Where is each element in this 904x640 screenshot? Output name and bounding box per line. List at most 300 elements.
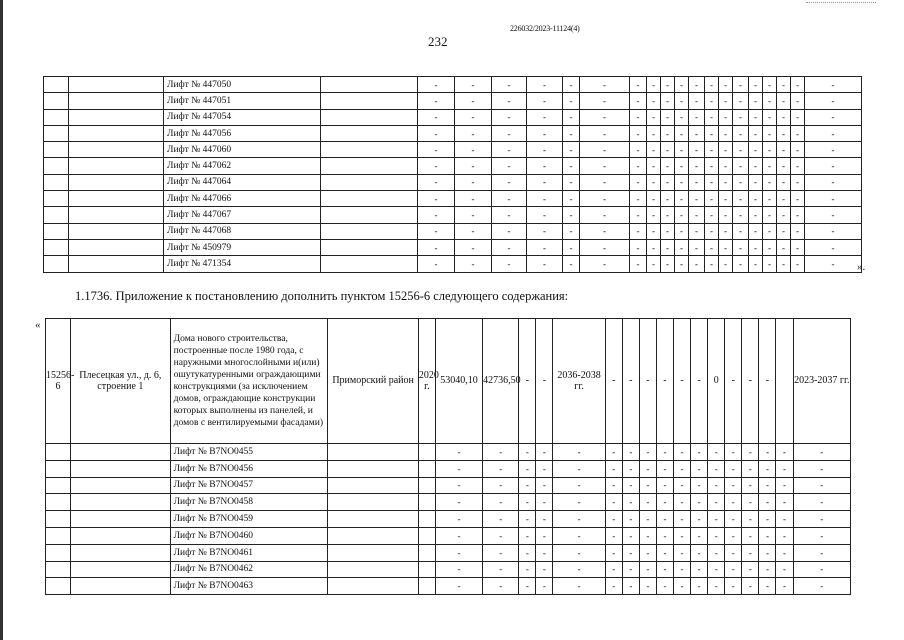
dash-cell: - xyxy=(719,158,733,174)
dash-cell: - xyxy=(455,125,492,141)
dash-cell: - xyxy=(519,319,536,444)
dash-cell: - xyxy=(749,191,763,207)
dash-cell: - xyxy=(691,544,708,561)
dash-cell: - xyxy=(580,109,630,125)
year-cell: 2020 г. xyxy=(418,319,435,444)
table-row xyxy=(44,174,862,190)
dash-cell: - xyxy=(725,527,742,544)
dash-cell: - xyxy=(674,544,691,561)
dash-cell: - xyxy=(742,319,759,444)
lift-name: Лифт № B7NO0458 xyxy=(170,494,328,511)
dash-cell: - xyxy=(675,158,689,174)
empty-cell xyxy=(321,191,418,207)
dash-cell: - xyxy=(418,239,455,255)
empty-cell xyxy=(328,477,418,494)
dash-cell: - xyxy=(563,109,580,125)
dash-cell: - xyxy=(661,239,675,255)
empty-cell xyxy=(321,174,418,190)
empty-cell xyxy=(44,223,69,239)
dash-cell: - xyxy=(418,158,455,174)
dash-cell: - xyxy=(805,93,862,109)
dash-cell: - xyxy=(675,109,689,125)
dash-cell: - xyxy=(492,191,527,207)
dash-cell: - xyxy=(776,527,793,544)
dash-cell: - xyxy=(656,477,673,494)
empty-cell xyxy=(321,125,418,141)
dash-cell: - xyxy=(691,460,708,477)
page-number: 232 xyxy=(428,34,448,49)
empty-cell xyxy=(44,191,69,207)
dash-cell: - xyxy=(742,444,759,461)
dash-cell: - xyxy=(733,93,749,109)
dash-cell: - xyxy=(777,158,791,174)
dash-cell: - xyxy=(647,174,661,190)
dash-cell: - xyxy=(605,444,622,461)
dash-cell: - xyxy=(777,223,791,239)
table-row xyxy=(46,578,851,595)
dash-cell: - xyxy=(749,207,763,223)
dash-cell: - xyxy=(791,239,805,255)
dash-cell: - xyxy=(793,578,850,595)
dash-cell: - xyxy=(742,527,759,544)
empty-cell xyxy=(71,527,170,544)
dash-cell: - xyxy=(630,223,647,239)
dash-cell: - xyxy=(805,174,862,190)
dash-cell: - xyxy=(661,109,675,125)
dash-cell: - xyxy=(777,125,791,141)
dash-cell: - xyxy=(705,77,719,93)
empty-cell xyxy=(46,527,71,544)
dash-cell: - xyxy=(647,223,661,239)
dash-cell: - xyxy=(656,319,673,444)
dash-cell: - xyxy=(455,239,492,255)
dash-cell: - xyxy=(674,319,691,444)
dash-cell: - xyxy=(776,444,793,461)
dash-cell: - xyxy=(647,109,661,125)
table-row xyxy=(44,223,862,239)
dash-cell: - xyxy=(605,460,622,477)
table-row xyxy=(46,460,851,477)
dash-cell: - xyxy=(805,142,862,158)
dash-cell: - xyxy=(622,578,639,595)
dash-cell: - xyxy=(519,494,536,511)
dash-cell: - xyxy=(483,477,519,494)
dash-cell: - xyxy=(708,578,725,595)
dash-cell: - xyxy=(733,256,749,272)
dash-cell: - xyxy=(418,174,455,190)
dash-cell: - xyxy=(733,207,749,223)
dash-cell: - xyxy=(455,207,492,223)
lift-name: Лифт № B7NO0455 xyxy=(170,444,328,461)
dash-cell: - xyxy=(805,77,862,93)
dash-cell: - xyxy=(791,207,805,223)
dash-cell: - xyxy=(580,207,630,223)
dash-cell: - xyxy=(435,460,482,477)
empty-cell xyxy=(321,256,418,272)
dash-cell: - xyxy=(527,93,563,109)
scan-edge-line xyxy=(0,0,3,640)
lift-table-continuation xyxy=(43,76,862,273)
lift-name: Лифт № 447068 xyxy=(164,223,321,239)
empty-cell xyxy=(71,477,170,494)
dash-cell: - xyxy=(759,527,776,544)
dash-cell: - xyxy=(553,544,605,561)
dash-cell: - xyxy=(418,207,455,223)
dash-cell: - xyxy=(725,460,742,477)
dash-cell: - xyxy=(563,93,580,109)
dash-cell: - xyxy=(725,561,742,578)
description-cell: Дома нового строительства, построенные после 1980 года, с наружными многослойными и(или) ошутукатуренными ограждающими конструкциями (за исключением домов, ограждающие конструкции которых выполнены из панелей, и домов с вентилируемыми фасадами) xyxy=(170,319,328,444)
dash-cell: - xyxy=(749,125,763,141)
dash-cell: - xyxy=(759,561,776,578)
dash-cell: - xyxy=(647,239,661,255)
empty-cell xyxy=(321,77,418,93)
dash-cell: - xyxy=(725,511,742,528)
dash-cell: - xyxy=(793,460,850,477)
dash-cell: - xyxy=(719,191,733,207)
dash-cell: - xyxy=(455,77,492,93)
dash-cell: - xyxy=(455,191,492,207)
dash-cell: - xyxy=(647,256,661,272)
empty-cell xyxy=(69,125,164,141)
dash-cell: - xyxy=(563,142,580,158)
empty-cell xyxy=(44,174,69,190)
dash-cell: - xyxy=(483,494,519,511)
lift-name: Лифт № B7NO0457 xyxy=(170,477,328,494)
lift-name: Лифт № 447060 xyxy=(164,142,321,158)
dash-cell: - xyxy=(742,511,759,528)
dash-cell: - xyxy=(708,544,725,561)
table-row xyxy=(44,207,862,223)
dash-cell: - xyxy=(527,207,563,223)
dash-cell: - xyxy=(759,544,776,561)
dash-cell: - xyxy=(536,460,553,477)
dash-cell: - xyxy=(630,125,647,141)
dash-cell: - xyxy=(605,319,622,444)
dash-cell: - xyxy=(733,239,749,255)
dash-cell: - xyxy=(805,223,862,239)
dash-cell: - xyxy=(418,191,455,207)
dash-cell: - xyxy=(492,125,527,141)
dash-cell: - xyxy=(661,223,675,239)
dash-cell: - xyxy=(708,494,725,511)
dash-cell: - xyxy=(791,142,805,158)
empty-cell xyxy=(418,527,435,544)
dash-cell: - xyxy=(763,207,777,223)
dash-cell: - xyxy=(519,444,536,461)
dash-cell: - xyxy=(630,239,647,255)
lift-name: Лифт № 447062 xyxy=(164,158,321,174)
dash-cell: - xyxy=(622,511,639,528)
dash-cell: - xyxy=(759,511,776,528)
dash-cell: - xyxy=(791,77,805,93)
dash-cell: - xyxy=(605,477,622,494)
dash-cell: - xyxy=(580,142,630,158)
dash-cell: - xyxy=(527,125,563,141)
dash-cell: - xyxy=(805,158,862,174)
dash-cell: - xyxy=(689,174,705,190)
dash-cell: - xyxy=(580,77,630,93)
dash-cell: - xyxy=(527,158,563,174)
dash-cell: - xyxy=(492,77,527,93)
dash-cell: - xyxy=(725,319,742,444)
dash-cell: - xyxy=(647,191,661,207)
lift-name: Лифт № B7NO0459 xyxy=(170,511,328,528)
dash-cell: - xyxy=(674,444,691,461)
empty-cell xyxy=(46,494,71,511)
dash-cell: - xyxy=(656,527,673,544)
dash-cell: - xyxy=(647,125,661,141)
scan-corner-mark xyxy=(806,2,876,4)
empty-cell xyxy=(321,223,418,239)
dash-cell: - xyxy=(793,444,850,461)
dash-cell: - xyxy=(733,77,749,93)
dash-cell: - xyxy=(777,256,791,272)
dash-cell: - xyxy=(675,142,689,158)
dash-cell: - xyxy=(763,142,777,158)
dash-cell: - xyxy=(733,223,749,239)
dash-cell: - xyxy=(418,109,455,125)
table-row xyxy=(46,544,851,561)
dash-cell: - xyxy=(719,109,733,125)
dash-cell: - xyxy=(763,191,777,207)
dash-cell: - xyxy=(689,93,705,109)
empty-cell xyxy=(321,158,418,174)
dash-cell: - xyxy=(622,319,639,444)
dash-cell: - xyxy=(435,444,482,461)
dash-cell: - xyxy=(563,158,580,174)
dash-cell: - xyxy=(536,494,553,511)
period-cell: 2036-2038 гг. xyxy=(553,319,605,444)
empty-cell xyxy=(46,511,71,528)
lift-name: Лифт № B7NO0461 xyxy=(170,544,328,561)
dash-cell: - xyxy=(733,142,749,158)
empty-cell xyxy=(321,239,418,255)
dash-cell: - xyxy=(805,109,862,125)
dash-cell: - xyxy=(708,460,725,477)
dash-cell: - xyxy=(630,207,647,223)
dash-cell: - xyxy=(492,207,527,223)
empty-cell xyxy=(328,561,418,578)
dash-cell: - xyxy=(536,578,553,595)
empty-cell xyxy=(418,460,435,477)
dash-cell: - xyxy=(418,256,455,272)
dash-cell: - xyxy=(455,93,492,109)
dash-cell: - xyxy=(675,174,689,190)
dash-cell: - xyxy=(661,142,675,158)
empty-cell xyxy=(321,207,418,223)
dash-cell: - xyxy=(689,158,705,174)
table-row xyxy=(44,93,862,109)
empty-cell xyxy=(328,494,418,511)
dash-cell: - xyxy=(674,511,691,528)
dash-cell: - xyxy=(622,460,639,477)
dash-cell: - xyxy=(791,223,805,239)
dash-cell: - xyxy=(719,93,733,109)
dash-cell: - xyxy=(553,477,605,494)
dash-cell: - xyxy=(563,174,580,190)
empty-cell xyxy=(44,109,69,125)
dash-cell: - xyxy=(435,578,482,595)
dash-cell: - xyxy=(418,93,455,109)
dash-cell: - xyxy=(656,561,673,578)
dash-cell: - xyxy=(661,77,675,93)
document-code: 226032/2023-11124(4) xyxy=(510,24,580,33)
dash-cell: - xyxy=(630,191,647,207)
empty-cell xyxy=(418,477,435,494)
dash-cell: - xyxy=(519,578,536,595)
dash-cell: - xyxy=(742,578,759,595)
dash-cell: - xyxy=(656,444,673,461)
dash-cell: - xyxy=(674,561,691,578)
dash-cell: - xyxy=(763,158,777,174)
dash-cell: - xyxy=(553,460,605,477)
dash-cell: - xyxy=(763,239,777,255)
dash-cell: - xyxy=(742,544,759,561)
dash-cell: - xyxy=(580,256,630,272)
dash-cell: - xyxy=(553,561,605,578)
dash-cell: - xyxy=(705,125,719,141)
dash-cell: - xyxy=(759,444,776,461)
dash-cell: - xyxy=(483,544,519,561)
dash-cell: - xyxy=(691,494,708,511)
table-row xyxy=(46,511,851,528)
dash-cell: - xyxy=(749,158,763,174)
dash-cell: - xyxy=(605,494,622,511)
lift-name: Лифт № 447051 xyxy=(164,93,321,109)
empty-cell xyxy=(44,142,69,158)
dash-cell: - xyxy=(661,158,675,174)
dash-cell: - xyxy=(622,477,639,494)
dash-cell: - xyxy=(776,544,793,561)
dash-cell: - xyxy=(675,256,689,272)
empty-cell xyxy=(44,77,69,93)
dash-cell: - xyxy=(536,319,553,444)
dash-cell: - xyxy=(759,578,776,595)
dash-cell: - xyxy=(580,223,630,239)
dash-cell: - xyxy=(675,77,689,93)
dash-cell: - xyxy=(749,174,763,190)
dash-cell: - xyxy=(580,93,630,109)
empty-cell xyxy=(69,239,164,255)
dash-cell: - xyxy=(605,578,622,595)
dash-cell: - xyxy=(791,191,805,207)
empty-cell xyxy=(44,256,69,272)
dash-cell: - xyxy=(536,561,553,578)
dash-cell: - xyxy=(536,444,553,461)
dash-cell: - xyxy=(483,511,519,528)
dash-cell: - xyxy=(763,93,777,109)
dash-cell: - xyxy=(805,207,862,223)
dash-cell: - xyxy=(630,174,647,190)
lift-name: Лифт № B7NO0463 xyxy=(170,578,328,595)
dash-cell: - xyxy=(647,93,661,109)
dash-cell: - xyxy=(763,125,777,141)
dash-cell: - xyxy=(483,460,519,477)
table-row xyxy=(44,77,862,93)
empty-cell xyxy=(321,93,418,109)
dash-cell: - xyxy=(689,125,705,141)
empty-cell xyxy=(69,109,164,125)
table-row xyxy=(44,191,862,207)
empty-cell xyxy=(71,494,170,511)
empty-cell xyxy=(44,158,69,174)
dash-cell: - xyxy=(763,174,777,190)
dash-cell: - xyxy=(705,109,719,125)
dash-cell: - xyxy=(553,578,605,595)
item-number: 15256-6 xyxy=(46,319,71,444)
dash-cell: - xyxy=(719,239,733,255)
dash-cell: - xyxy=(527,174,563,190)
dash-cell: - xyxy=(749,239,763,255)
dash-cell: - xyxy=(563,256,580,272)
dash-cell: - xyxy=(563,223,580,239)
dash-cell: - xyxy=(647,77,661,93)
dash-cell: - xyxy=(749,93,763,109)
dash-cell: - xyxy=(805,239,862,255)
dash-cell: - xyxy=(708,527,725,544)
dash-cell: - xyxy=(536,477,553,494)
dash-cell: - xyxy=(749,109,763,125)
dash-cell: - xyxy=(639,444,656,461)
dash-cell: - xyxy=(675,93,689,109)
dash-cell: - xyxy=(563,207,580,223)
table-row xyxy=(46,444,851,461)
dash-cell: - xyxy=(418,77,455,93)
lift-table-new-item xyxy=(45,318,851,595)
dash-cell: - xyxy=(455,174,492,190)
dash-cell: - xyxy=(675,239,689,255)
program-period-cell: 2023-2037 гг. xyxy=(793,319,850,444)
dash-cell: - xyxy=(435,494,482,511)
lift-name: Лифт № B7NO0460 xyxy=(170,527,328,544)
dash-cell: - xyxy=(492,256,527,272)
dash-cell: - xyxy=(553,511,605,528)
dash-cell: - xyxy=(689,191,705,207)
dash-cell: - xyxy=(639,477,656,494)
dash-cell: - xyxy=(605,561,622,578)
dash-cell: - xyxy=(455,109,492,125)
table-row xyxy=(46,527,851,544)
empty-cell xyxy=(69,174,164,190)
dash-cell: - xyxy=(733,158,749,174)
dash-cell: - xyxy=(622,527,639,544)
dash-cell: - xyxy=(793,544,850,561)
dash-cell: - xyxy=(759,460,776,477)
dash-cell: - xyxy=(580,191,630,207)
dash-cell: - xyxy=(435,544,482,561)
dash-cell: - xyxy=(708,511,725,528)
empty-cell xyxy=(328,444,418,461)
dash-cell: - xyxy=(527,239,563,255)
dash-cell: - xyxy=(719,207,733,223)
dash-cell: - xyxy=(725,578,742,595)
dash-cell: - xyxy=(776,460,793,477)
dash-cell: - xyxy=(791,125,805,141)
dash-cell: - xyxy=(749,223,763,239)
dash-cell: - xyxy=(675,207,689,223)
dash-cell: - xyxy=(492,223,527,239)
dash-cell: - xyxy=(791,256,805,272)
dash-cell: - xyxy=(661,174,675,190)
dash-cell: - xyxy=(705,158,719,174)
empty-cell xyxy=(46,578,71,595)
dash-cell: - xyxy=(527,191,563,207)
dash-cell: - xyxy=(630,142,647,158)
dash-cell: - xyxy=(563,191,580,207)
dash-cell: - xyxy=(705,256,719,272)
dash-cell: - xyxy=(656,544,673,561)
